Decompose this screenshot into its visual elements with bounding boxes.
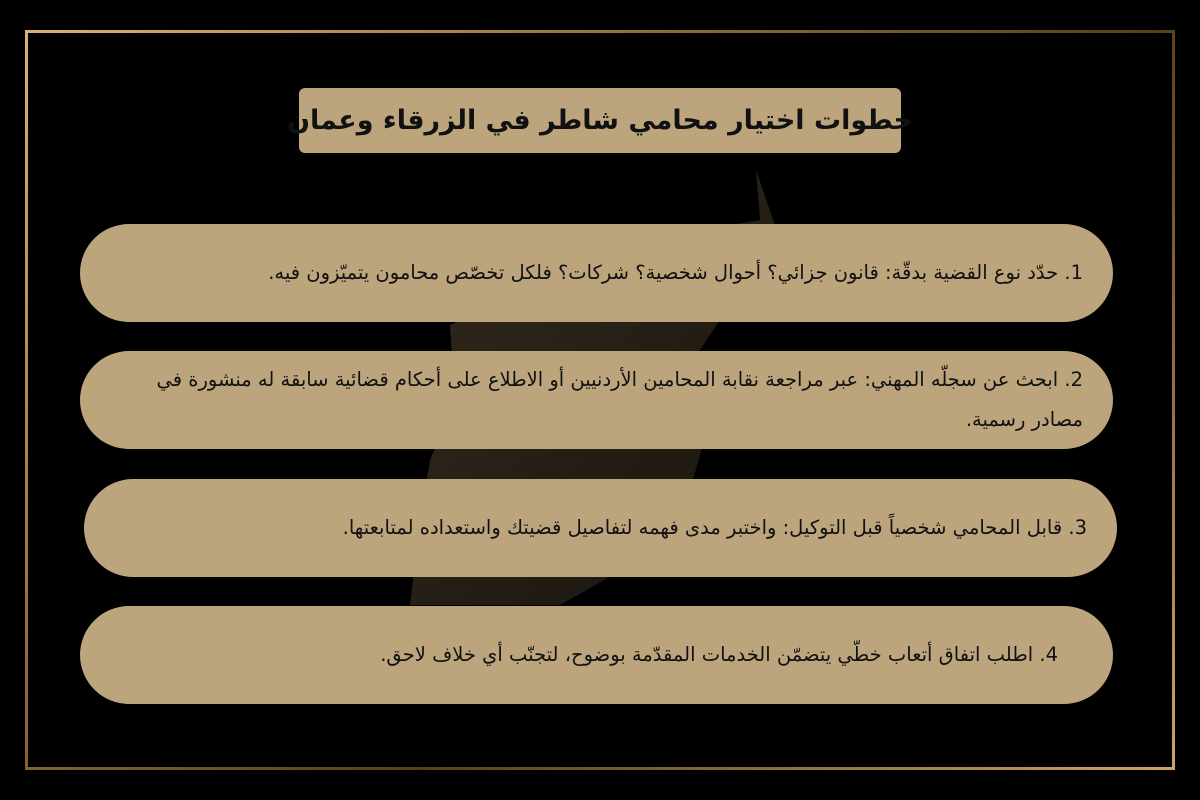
step-item-1 xyxy=(80,224,1113,322)
step-text-3: 3. قابل المحامي شخصياً قبل التوكيل: واختبر مدى فهمه لتفاصيل قضيتك واستعداده لمتابعتها. xyxy=(342,516,1087,539)
page-title: خطوات اختيار محامي شاطر في الزرقاء وعمان xyxy=(286,105,914,136)
title-box xyxy=(286,88,914,153)
step-text-1: 1. حدّد نوع القضية بدقّة: قانون جزائي؟ أحوال شخصية؟ شركات؟ فلكل تخصّص محامون يتميّزون فيه. xyxy=(268,261,1083,284)
step-item-4 xyxy=(80,606,1113,704)
step-text-2: 2. ابحث عن سجلّه المهني: عبر مراجعة نقابة المحامين الأردنيين أو الاطلاع على أحكام قضائية سابقة له منشورة في مصادر رسمية. xyxy=(156,368,1083,431)
step-text-4: 4. اطلب اتفاق أتعاب خطّي يتضمّن الخدمات المقدّمة بوضوح، لتجنّب أي خلاف لاحق. xyxy=(380,643,1058,666)
step-item-3 xyxy=(84,479,1117,577)
step-item-2 xyxy=(80,351,1113,449)
